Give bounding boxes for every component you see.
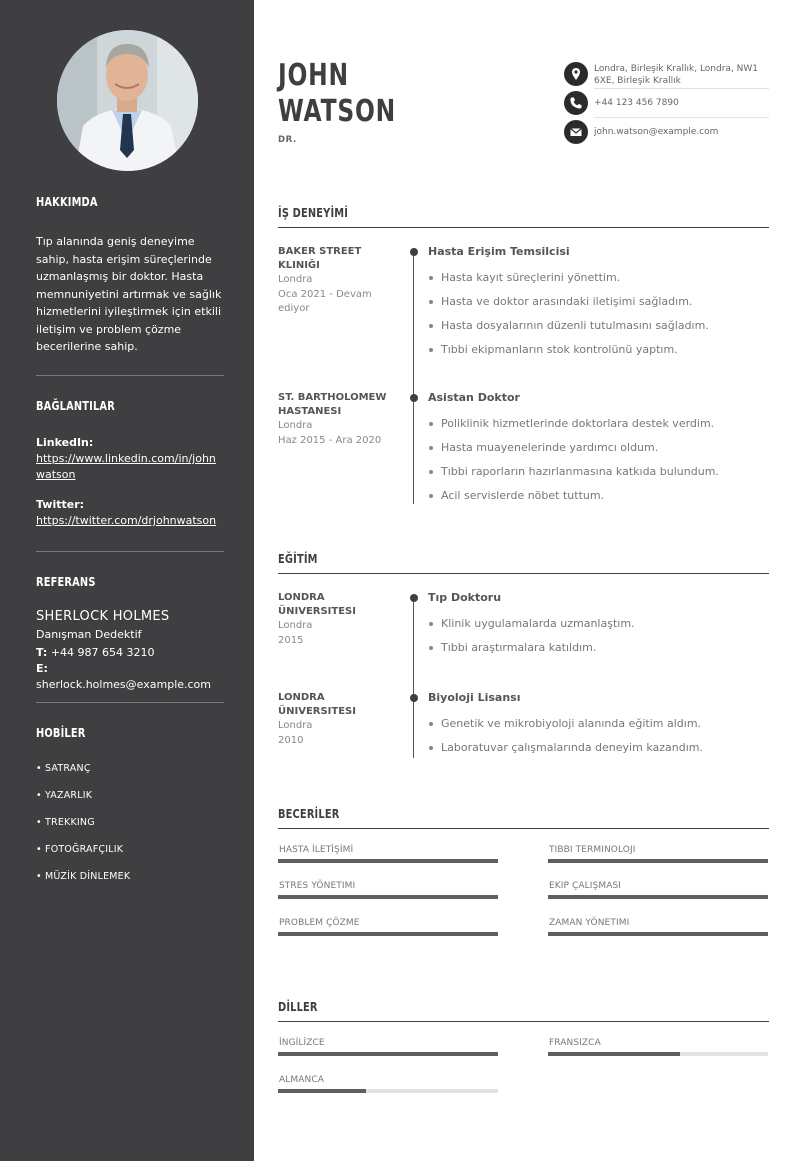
list-item: Tıbbi araştırmalara katıldım.: [428, 641, 768, 665]
list-item: Tıbbi raporların hazırlanmasına katkıda bulundum.: [428, 465, 768, 489]
email-label: E:: [36, 662, 48, 675]
phone-icon: [564, 91, 588, 115]
timeline-dot: [410, 248, 418, 256]
hobby-item: • SATRANÇ: [36, 763, 91, 774]
reference-name: SHERLOCK HOLMES: [36, 609, 170, 624]
email-text[interactable]: john.watson@example.com: [594, 127, 719, 137]
skill-item: [278, 844, 498, 863]
org-name: LONDRA ÜNIVERSITESI: [278, 592, 356, 617]
divider: [36, 551, 224, 552]
section-rule: [278, 828, 769, 829]
divider: [594, 117, 769, 118]
section-rule: [278, 573, 769, 574]
sidebar: [0, 0, 254, 1161]
address-text: Londra, Birleşik Krallık, Londra, NW1 6XE, Birleşik Krallık: [594, 64, 759, 86]
skill-bar-fill: [548, 932, 768, 936]
mail-icon: [564, 120, 588, 144]
experience-org: [278, 245, 398, 317]
divider: [36, 702, 224, 703]
experience-heading: İŞ DENEYİMİ: [278, 206, 349, 220]
section-rule: [278, 227, 769, 228]
hobby-item: • FOTOĞRAFÇILIK: [36, 844, 124, 855]
reference-phone: [36, 645, 224, 661]
language-label: ALMANCA: [279, 1075, 324, 1085]
role-title: Hasta Erişim Temsilcisi: [428, 245, 570, 258]
education-heading: EĞİTİM: [278, 552, 318, 566]
job-title: DR.: [278, 135, 297, 145]
language-item: [278, 1037, 498, 1056]
skill-bar: [278, 932, 498, 936]
email-value: sherlock.holmes@example.com: [36, 678, 212, 691]
skill-label: PROBLEM ÇÖZME: [279, 918, 360, 928]
list-item: Hasta ve doktor arasındaki iletişimi sağladım.: [428, 295, 768, 319]
phone-text: +44 123 456 7890: [594, 98, 679, 108]
list-item: Tıbbi ekipmanların stok kontrolünü yaptım.: [428, 343, 768, 367]
language-bar-fill: [278, 1089, 366, 1093]
skill-label: STRES YÖNETIMI: [279, 881, 356, 891]
language-label: FRANSIZCA: [549, 1038, 601, 1048]
about-heading: HAKKIMDA: [36, 195, 98, 209]
degree-title: Tıp Doktoru: [428, 591, 502, 604]
org-location: Londra: [278, 274, 313, 285]
last-name: WATSON: [278, 94, 397, 129]
skill-bar-fill: [278, 859, 498, 863]
education-org: [278, 591, 398, 648]
location-pin-icon: [564, 62, 588, 86]
skill-label: ZAMAN YÖNETIMI: [549, 918, 630, 928]
org-location: Londra: [278, 420, 313, 431]
section-rule: [278, 1021, 769, 1022]
org-dates: Oca 2021 - Devam ediyor: [278, 288, 372, 314]
divider: [594, 88, 769, 89]
education-bullets: [428, 717, 768, 765]
language-item: [548, 1037, 768, 1056]
hobbies-list: [36, 762, 224, 897]
org-name: LONDRA ÜNIVERSITESI: [278, 692, 356, 717]
reference-role: Danışman Dedektif: [36, 628, 142, 641]
skills-heading: BECERİLER: [278, 807, 340, 821]
skill-bar-fill: [278, 932, 498, 936]
links-section: [36, 399, 224, 529]
skill-label: EKIP ÇALIŞMASI: [549, 881, 622, 891]
language-bar: [278, 1089, 498, 1093]
hobby-item: • YAZARLIK: [36, 790, 93, 801]
hobby-item: • TREKKING: [36, 817, 95, 828]
list-item: Hasta muayenelerinde yardımcı oldum.: [428, 441, 768, 465]
link-label: Twitter:: [36, 498, 85, 511]
language-label: İNGİLİZCE: [279, 1038, 325, 1048]
timeline-line: [413, 251, 414, 504]
language-bar: [278, 1052, 498, 1056]
skill-bar-fill: [548, 859, 768, 863]
links-heading: BAĞLANTILAR: [36, 399, 115, 413]
timeline-dot: [410, 394, 418, 402]
education-bullets: [428, 617, 768, 665]
experience-bullets: [428, 417, 768, 513]
org-dates: 2015: [278, 634, 304, 646]
list-item: Hasta dosyalarının düzenli tutulmasını sağladım.: [428, 319, 768, 343]
twitter-link[interactable]: https://twitter.com/drjohnwatson: [36, 514, 217, 527]
link-item-linkedin: [36, 435, 224, 483]
timeline-dot: [410, 694, 418, 702]
skill-bar: [548, 859, 768, 863]
skill-bar: [278, 895, 498, 899]
skill-item: [548, 917, 768, 936]
list-item: Acil servislerde nöbet tuttum.: [428, 489, 768, 513]
skill-item: [548, 880, 768, 899]
timeline-line: [413, 597, 414, 758]
full-name: [278, 58, 396, 130]
list-item: Genetik ve mikrobiyoloji alanında eğitim aldım.: [428, 717, 768, 741]
skill-item: [548, 844, 768, 863]
skill-bar: [548, 932, 768, 936]
language-item: [278, 1074, 498, 1093]
org-name: ST. BARTHOLOMEW HASTANESI: [278, 392, 387, 417]
reference-heading: REFERANS: [36, 575, 96, 589]
profile-photo: [57, 30, 198, 171]
first-name: JOHN: [278, 58, 349, 93]
degree-title: Biyoloji Lisansı: [428, 691, 521, 704]
skill-item: [278, 880, 498, 899]
skill-bar: [278, 859, 498, 863]
language-bar-fill: [548, 1052, 680, 1056]
hobbies-heading: HOBİLER: [36, 726, 86, 740]
about-section: [36, 195, 224, 356]
skill-label: HASTA İLETİŞİMİ: [279, 845, 354, 855]
divider: [36, 375, 224, 376]
link-item-twitter: [36, 497, 224, 529]
org-dates: Haz 2015 - Ara 2020: [278, 434, 382, 446]
languages-heading: DİLLER: [278, 1000, 318, 1014]
reference-email: [36, 661, 224, 693]
education-org: [278, 691, 398, 748]
experience-org: [278, 391, 398, 448]
skill-bar: [548, 895, 768, 899]
skill-bar-fill: [548, 895, 768, 899]
reference-section: [36, 575, 224, 693]
org-dates: 2010: [278, 734, 304, 746]
org-name: BAKER STREET KLINIĞI: [278, 246, 362, 271]
role-title: Asistan Doktor: [428, 391, 520, 404]
org-location: Londra: [278, 720, 313, 731]
about-text: Tıp alanında geniş deneyime sahip, hasta erişim süreçlerinde uzmanlaşmış bir doktor. Hasta memnuniyetini artırmak ve sağlık hizmetlerini iyileştirmek için etkili iletişim ve problem çözme becerilerine sahip.: [36, 235, 222, 353]
phone-label: T:: [36, 646, 48, 659]
language-bar-fill: [278, 1052, 498, 1056]
timeline-dot: [410, 594, 418, 602]
experience-bullets: [428, 271, 768, 367]
list-item: Laboratuvar çalışmalarında deneyim kazandım.: [428, 741, 768, 765]
link-label: LinkedIn:: [36, 436, 94, 449]
hobbies-section: [36, 726, 224, 897]
phone-value: +44 987 654 3210: [50, 646, 155, 659]
list-item: Poliklinik hizmetlerinde doktorlara destek verdim.: [428, 417, 768, 441]
skill-bar-fill: [278, 895, 498, 899]
language-bar: [548, 1052, 768, 1056]
org-location: Londra: [278, 620, 313, 631]
linkedin-link[interactable]: https://www.linkedin.com/in/johnwatson: [36, 452, 216, 481]
list-item: Klinik uygulamalarda uzmanlaştım.: [428, 617, 768, 641]
skill-label: TIBBI TERMINOLOJI: [549, 845, 636, 855]
list-item: Hasta kayıt süreçlerini yönettim.: [428, 271, 768, 295]
hobby-item: • MÜZİK DİNLEMEK: [36, 871, 131, 882]
skill-item: [278, 917, 498, 936]
